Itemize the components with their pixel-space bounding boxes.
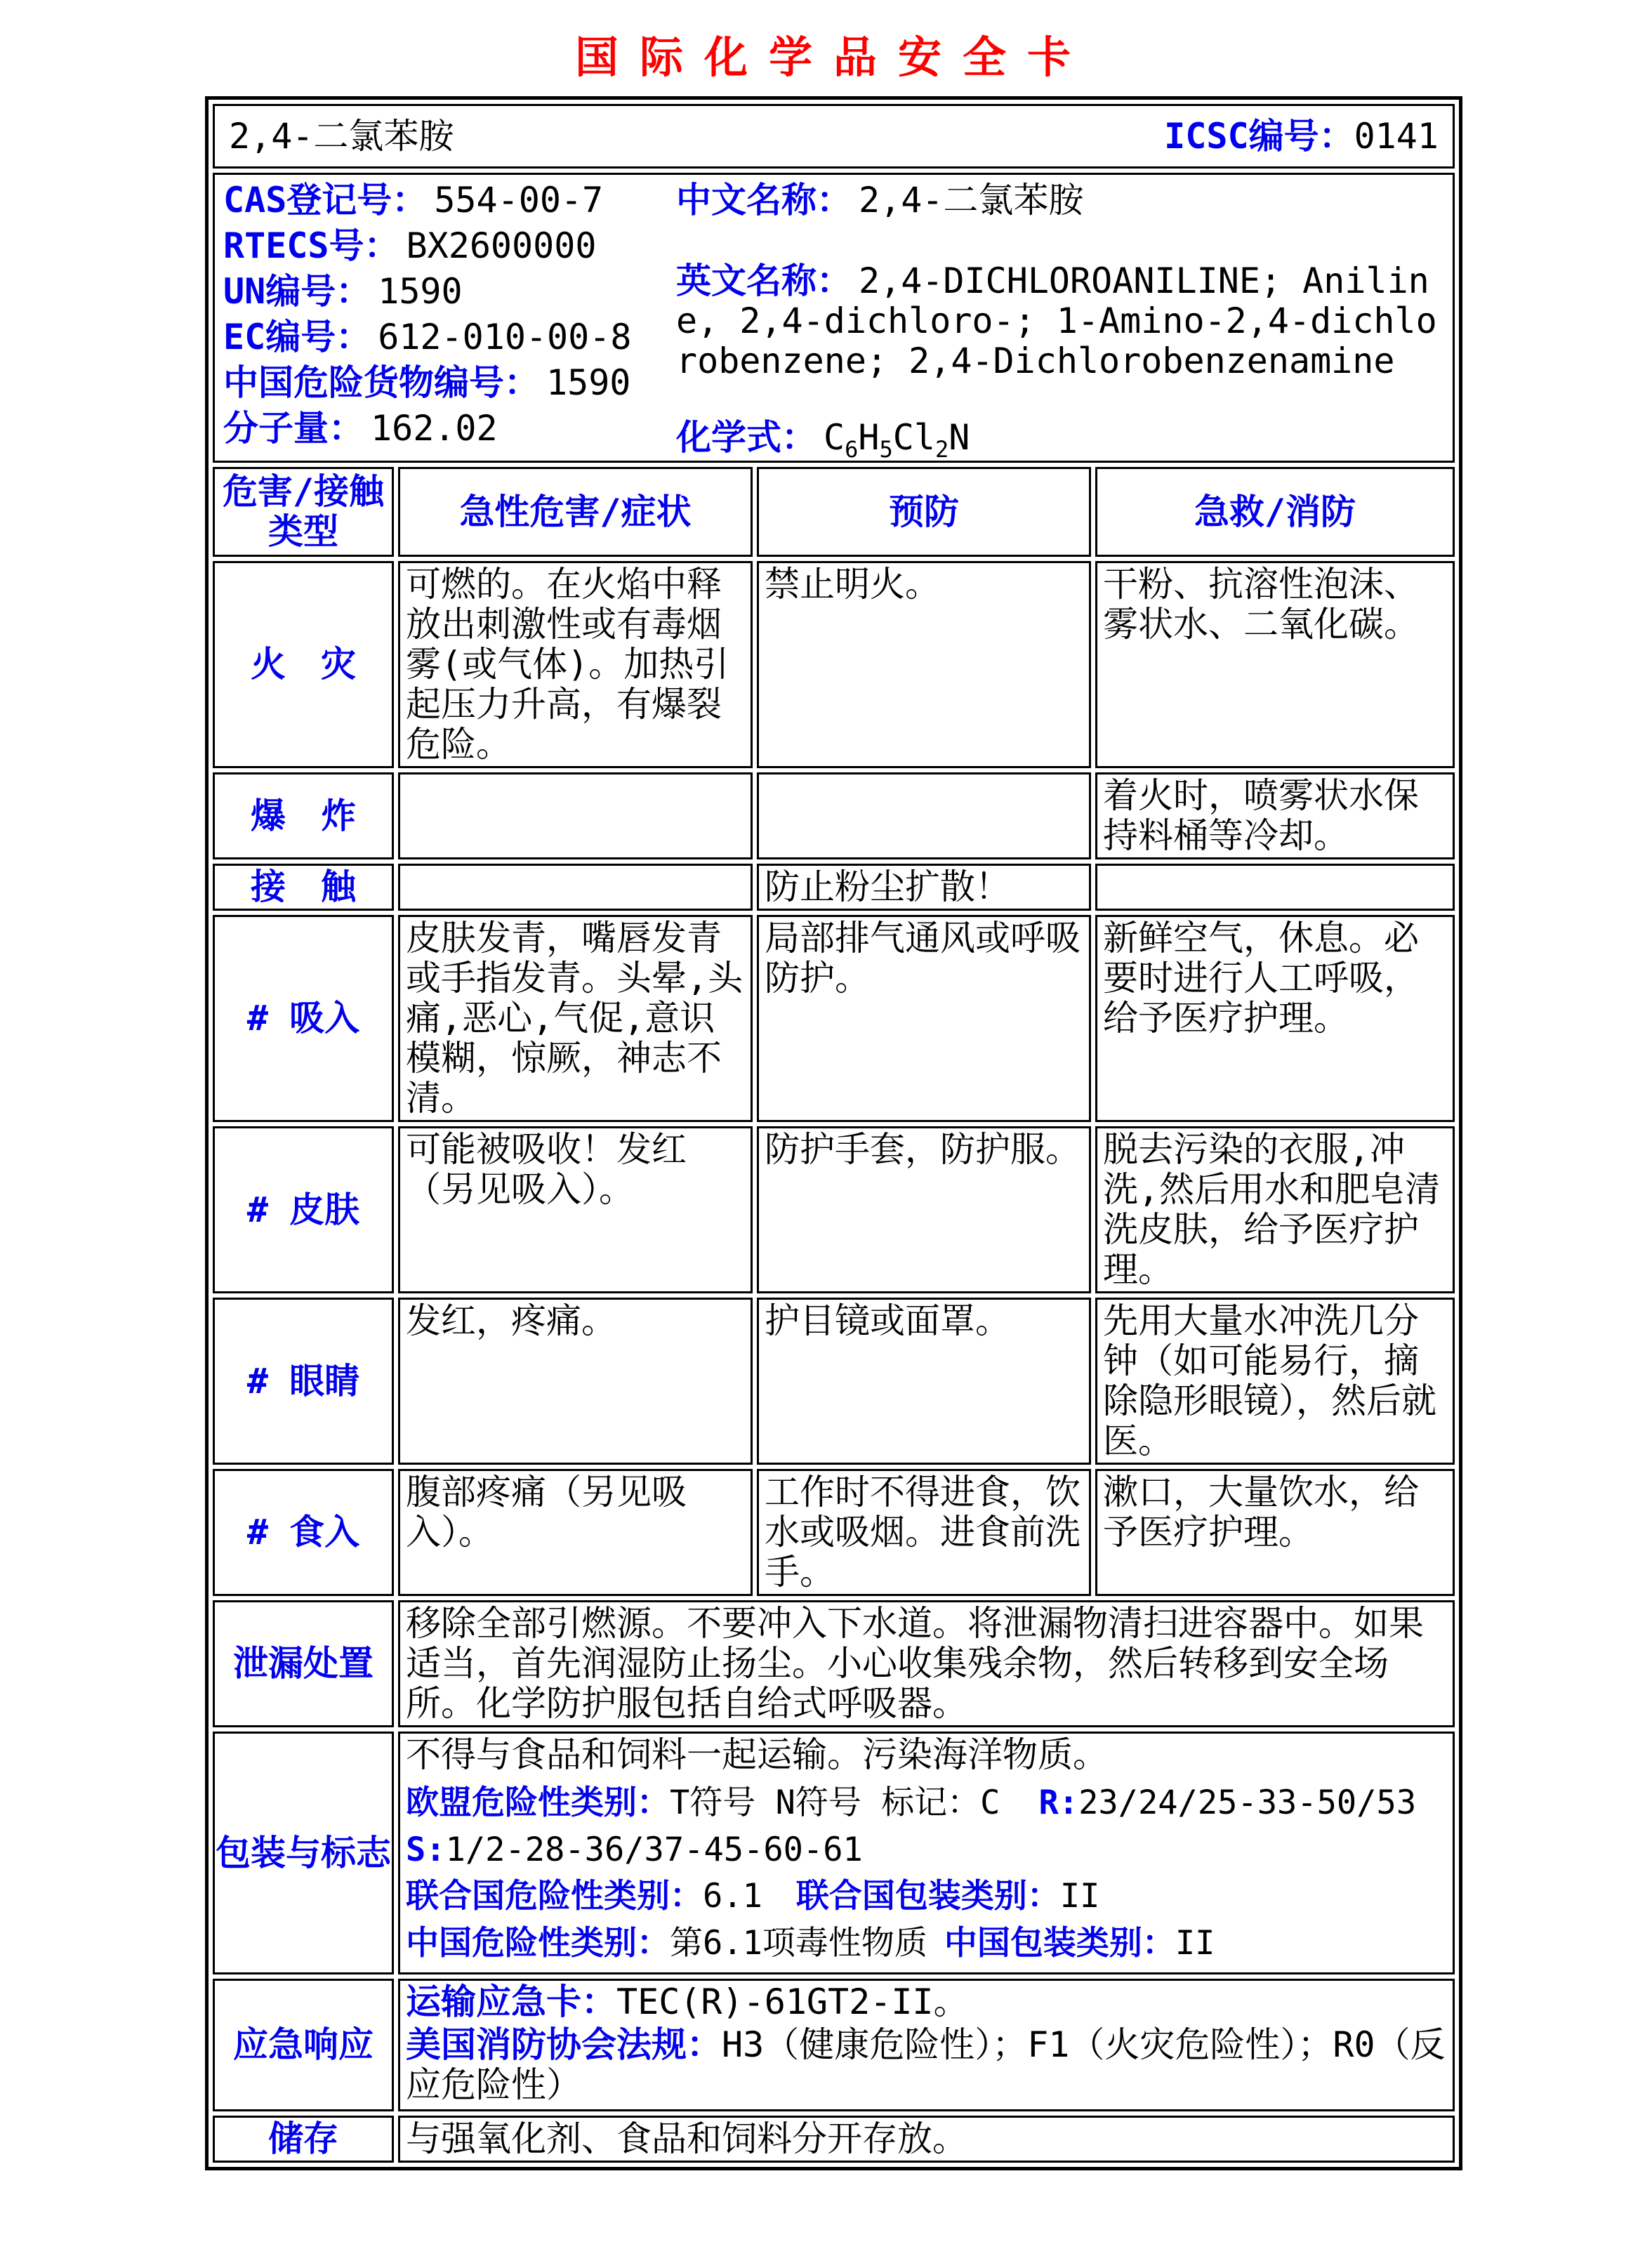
identifiers-wrap <box>220 176 1447 463</box>
row-fire <box>213 561 1455 768</box>
ingestion-label: # 食入 <box>213 1469 394 1596</box>
contact-firstaid <box>1095 864 1455 911</box>
un-class-line <box>406 1878 1447 1915</box>
china-dg-number-line <box>223 363 676 403</box>
cn-class-line <box>406 1925 1447 1963</box>
chinese-name-line <box>676 180 1444 220</box>
un-value: 1590 <box>378 271 463 312</box>
row-storage <box>213 2116 1455 2163</box>
chemical-name: 2,4-二氯苯胺 <box>229 115 454 157</box>
row-ingestion <box>213 1469 1455 1596</box>
cn-class-label: 中国危险性类别： <box>406 1923 670 1963</box>
header-hazard-type-line2: 类型 <box>268 511 338 552</box>
english-name-line <box>676 261 1444 381</box>
name-bar <box>220 117 1447 157</box>
molweight-value: 162.02 <box>371 408 498 449</box>
ec-number-line <box>223 317 676 357</box>
inhalation-prevention: 局部排气通风或呼吸防护。 <box>757 915 1091 1122</box>
header-hazard-type <box>213 467 394 557</box>
emergency-content <box>398 1979 1455 2111</box>
fire-symptoms: 可燃的。在火焰中释放出刺激性或有毒烟雾(或气体)。加热引起压力升高，有爆裂危险。 <box>398 561 753 768</box>
row-explosion <box>213 772 1455 859</box>
rtecs-number-line <box>223 226 676 266</box>
row-packaging-labelling <box>213 1732 1455 1974</box>
ingestion-symptoms: 腹部疼痛（另见吸入）。 <box>398 1469 753 1596</box>
eyes-prevention: 护目镜或面罩。 <box>757 1298 1091 1465</box>
cas-number-line <box>223 180 676 220</box>
china-dg-label: 中国危险货物编号： <box>223 362 539 403</box>
r-phrases-value: 23/24/25-33-50/53 <box>1078 1783 1417 1822</box>
un-pack-value: II <box>1059 1877 1100 1916</box>
header-acute-symptoms: 急性危害/症状 <box>398 467 753 557</box>
s-phrases-label: S: <box>406 1830 446 1869</box>
ingestion-firstaid: 漱口，大量饮水，给予医疗护理。 <box>1095 1469 1455 1596</box>
row-emergency-response <box>213 1979 1455 2111</box>
skin-firstaid: 脱去污染的衣服,冲洗,然后用水和肥皂清洗皮肤，给予医疗护理。 <box>1095 1126 1455 1293</box>
r-phrases-label: R: <box>1038 1783 1079 1822</box>
contact-symptoms <box>398 864 753 911</box>
eu-class-value: T符号 N符号 标记：C <box>670 1783 1000 1822</box>
page-title: 国际化学品安全卡 <box>574 32 1092 83</box>
explosion-prevention <box>757 772 1091 859</box>
un-number-line <box>223 272 676 312</box>
inhalation-symptoms: 皮肤发青，嘴唇发青或手指发青。头晕,头痛,恶心,气促,意识模糊，惊厥，神志不清。 <box>398 915 753 1122</box>
inhalation-firstaid: 新鲜空气，休息。必要时进行人工呼吸，给予医疗护理。 <box>1095 915 1455 1122</box>
inhalation-label: # 吸入 <box>213 915 394 1122</box>
identifiers-cell <box>213 173 1455 463</box>
spill-text: 移除全部引燃源。不要冲入下水道。将泄漏物清扫进容器中。如果适当，首先润湿防止扬尘。小心收集残余物，然后转移到安全场所。化学防护服包括自给式呼吸器。 <box>398 1600 1455 1727</box>
explosion-firstaid: 着火时，喷雾状水保持料桶等冷却。 <box>1095 772 1455 859</box>
fire-prevention: 禁止明火。 <box>757 561 1091 768</box>
cas-value: 554-00-7 <box>434 180 604 220</box>
formula-label: 化学式： <box>676 417 817 458</box>
molweight-line <box>223 409 676 449</box>
hazard-header-row <box>213 467 1455 557</box>
row-inhalation <box>213 915 1455 1122</box>
fire-label: 火 灾 <box>213 561 394 768</box>
formula-line <box>676 417 1444 463</box>
storage-text: 与强氧化剂、食品和饲料分开存放。 <box>398 2116 1455 2163</box>
fire-firstaid: 干粉、抗溶性泡沫、雾状水、二氧化碳。 <box>1095 561 1455 768</box>
molweight-label: 分子量： <box>223 408 364 449</box>
spill-label: 泄漏处置 <box>213 1600 394 1727</box>
s-phrases-value: 1/2-28-36/37-45-60-61 <box>445 1830 863 1869</box>
explosion-label: 爆 炸 <box>213 772 394 859</box>
skin-prevention: 防护手套，防护服。 <box>757 1126 1091 1293</box>
eu-class-label: 欧盟危险性类别： <box>406 1783 670 1822</box>
icsc-number-group <box>1164 117 1439 157</box>
chinese-name-value: 2,4-二氯苯胺 <box>859 180 1084 220</box>
ec-value: 612-010-00-8 <box>378 317 632 357</box>
cn-pack-label: 中国包装类别： <box>944 1923 1175 1963</box>
ec-label: EC编号： <box>223 317 371 357</box>
skin-symptoms: 可能被吸收！发红（另见吸入）。 <box>398 1126 753 1293</box>
transport-card-label: 运输应急卡： <box>406 1981 616 2023</box>
contact-prevention: 防止粉尘扩散！ <box>757 864 1091 911</box>
row-eyes <box>213 1298 1455 1465</box>
identifiers-row <box>213 173 1455 463</box>
icsc-card-table <box>205 96 1462 2170</box>
eyes-symptoms: 发红，疼痛。 <box>398 1298 753 1465</box>
storage-label: 储存 <box>213 2116 394 2163</box>
contact-label: 接 触 <box>213 864 394 911</box>
row-contact <box>213 864 1455 911</box>
cn-class-value: 第6.1项毒性物质 <box>670 1923 927 1963</box>
name-row-cell <box>213 104 1455 169</box>
explosion-symptoms <box>398 772 753 859</box>
header-hazard-type-line1: 危害/接触 <box>222 471 385 512</box>
transport-card-line <box>406 1982 1447 2022</box>
china-dg-value: 1590 <box>546 362 631 403</box>
packaging-label: 包装与标志 <box>213 1732 394 1974</box>
row-spill-disposal <box>213 1600 1455 1727</box>
rtecs-value: BX2600000 <box>406 225 597 266</box>
english-name-label: 英文名称： <box>676 261 852 301</box>
eu-hazard-class-line <box>406 1784 1447 1822</box>
header-prevention: 预防 <box>757 467 1091 557</box>
un-class-label: 联合国危险性类别： <box>406 1877 703 1916</box>
cn-pack-value: II <box>1175 1923 1215 1963</box>
identifiers-right-column <box>676 178 1444 463</box>
chinese-name-label: 中文名称： <box>676 180 852 220</box>
nfpa-line <box>406 2025 1447 2105</box>
cas-label: CAS登记号： <box>223 180 428 220</box>
nfpa-label: 美国消防协会法规： <box>406 2024 722 2066</box>
skin-label: # 皮肤 <box>213 1126 394 1293</box>
un-label: UN编号： <box>223 271 371 312</box>
eyes-firstaid: 先用大量水冲洗几分钟（如可能易行，摘除隐形眼镜），然后就医。 <box>1095 1298 1455 1465</box>
rtecs-label: RTECS号： <box>223 225 399 266</box>
identifiers-left-column <box>223 178 676 458</box>
transport-card-value: TEC(R)-61GT2-II。 <box>616 1981 969 2023</box>
english-name-value: 2,4-DICHLOROANILINE; Aniline, 2,4-dichloro-; 1-Amino-2,4-dichlorobenzene; 2,4-Dichlorobenzenamine <box>676 261 1437 381</box>
s-phrases-line <box>406 1831 1447 1869</box>
packaging-transport-note: 不得与食品和饲料一起运输。污染海洋物质。 <box>406 1734 1108 1775</box>
icsc-number-label: ICSC编号： <box>1164 115 1354 157</box>
eyes-label: # 眼睛 <box>213 1298 394 1465</box>
row-skin <box>213 1126 1455 1293</box>
icsc-number-value: 0141 <box>1354 115 1439 157</box>
nfpa-value: H3（健康危险性）；F1（火灾危险性）；R0（反应危险性） <box>406 2024 1446 2106</box>
emergency-label: 应急响应 <box>213 1979 394 2111</box>
ingestion-prevention: 工作时不得进食，饮水或吸烟。进食前洗手。 <box>757 1469 1091 1596</box>
packaging-content <box>398 1732 1455 1974</box>
name-row <box>213 104 1455 169</box>
un-class-value: 6.1 <box>703 1877 762 1916</box>
un-pack-label: 联合国包装类别： <box>795 1877 1060 1916</box>
formula-value: $C_6H_5Cl_2N$ <box>824 417 970 463</box>
header-firstaid-firefighting: 急救/消防 <box>1095 467 1455 557</box>
